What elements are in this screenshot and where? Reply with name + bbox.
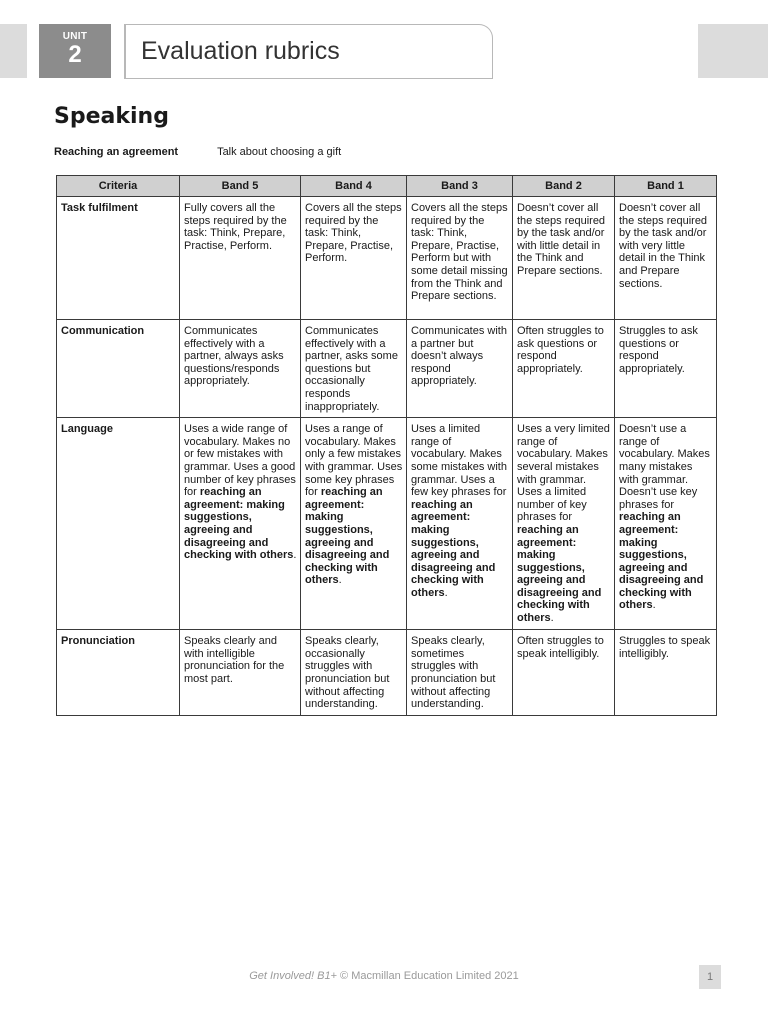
cell-text: Speaks clearly, sometimes struggles with pronunciation but without affecting understanding. (411, 635, 496, 711)
header-band-1: Band 1 (615, 176, 717, 197)
band-cell (180, 630, 301, 716)
cell-text: . (652, 599, 656, 612)
page-title: Evaluation rubrics (141, 37, 340, 65)
cell-text: Struggles to ask questions or respond appropriately. (619, 325, 698, 375)
cell-text: Doesn’t cover all the steps required by the task and/or with little detail in the Think and Prepare sections. (517, 202, 606, 277)
footer-book-title: Get Involved! B1+ (249, 970, 337, 982)
criteria-cell: Language (57, 418, 180, 630)
cell-text-bold: reaching an agreement: making suggestions, agreeing and disagreeing and checking with others (517, 523, 602, 625)
band-cell (180, 197, 301, 320)
header-band-3: Band 3 (407, 176, 513, 197)
band-cell (615, 320, 717, 418)
cell-text: . (338, 574, 342, 587)
band-cell (513, 320, 615, 418)
band-cell (615, 197, 717, 320)
task-row (54, 146, 341, 158)
band-cell (407, 197, 513, 320)
cell-text: Uses a limited range of vocabulary. Makes some mistakes with grammar. Uses a few key phrases for (411, 423, 507, 499)
band-cell (513, 418, 615, 630)
cell-text: Struggles to speak intelligibly. (619, 635, 711, 660)
table-row (57, 320, 717, 418)
section-title: Speaking (54, 104, 169, 129)
cell-text: Doesn’t cover all the steps required by the task and/or with very little detail in the Think and Prepare sections. (619, 202, 708, 290)
footer-copyright: © Macmillan Education Limited 2021 (336, 970, 519, 982)
cell-text: . (444, 586, 448, 599)
cell-text: Uses a very limited range of vocabulary. Makes several mistakes with grammar. Uses a limited number of key phrases for (517, 423, 610, 524)
header-criteria: Criteria (57, 176, 180, 197)
band-cell (513, 197, 615, 320)
criteria-cell: Pronunciation (57, 630, 180, 716)
cell-text: Fully covers all the steps required by the task: Think, Prepare, Practise, Perform. (184, 202, 287, 252)
band-cell (301, 630, 407, 716)
band-cell (407, 320, 513, 418)
task-value: Talk about choosing a gift (217, 146, 342, 158)
unit-number: 2 (68, 41, 82, 68)
rubric-table (56, 175, 717, 716)
cell-text: Covers all the steps required by the task: Think, Prepare, Practise, Perform but with some detail missing from the Think and Prepare sections. (411, 202, 508, 303)
cell-text: Communicates with a partner but doesn’t always respond appropriately. (411, 325, 507, 388)
band-cell (180, 320, 301, 418)
cell-text-bold: reaching an agreement: making suggestions, agreeing and disagreeing and checking with others (411, 498, 496, 599)
header-band-4: Band 4 (301, 176, 407, 197)
unit-label: UNIT (62, 31, 88, 42)
cell-text: Often struggles to ask questions or respond appropriately. (517, 325, 604, 375)
band-cell (407, 418, 513, 630)
page-edge-tab-left (0, 24, 27, 78)
band-cell (301, 418, 407, 630)
task-label: Reaching an agreement (54, 146, 179, 158)
table-row (57, 630, 717, 716)
criteria-cell: Communication (57, 320, 180, 418)
cell-text: Often struggles to speak intelligibly. (517, 635, 604, 660)
band-cell (407, 630, 513, 716)
cell-text-bold: reaching an agreement: making suggestions, agreeing and disagreeing and checking with others (305, 486, 390, 587)
band-cell (301, 197, 407, 320)
page-number: 1 (699, 965, 721, 989)
criteria-cell: Task fulfilment (57, 197, 180, 320)
table-row (57, 418, 717, 630)
band-cell (513, 630, 615, 716)
footer (0, 970, 768, 982)
table-body (57, 197, 717, 716)
unit-badge (39, 24, 111, 78)
cell-text-bold: reaching an agreement: making suggestions, agreeing and disagreeing and checking with others (184, 486, 294, 562)
header-band-5: Band 5 (180, 176, 301, 197)
cell-text: Communicates effectively with a partner, asks some questions but occasionally responds inappropriately. (305, 325, 398, 413)
cell-text-bold: reaching an agreement: making suggestions, agreeing and disagreeing and checking with others (619, 511, 704, 612)
band-cell (615, 630, 717, 716)
cell-text: Speaks clearly, occasionally struggles with pronunciation but without affecting understanding. (305, 635, 390, 711)
cell-text: Speaks clearly and with intelligible pronunciation for the most part. (184, 635, 285, 685)
page-edge-tab-right (698, 24, 768, 78)
cell-text: . (293, 549, 297, 562)
cell-text: Uses a range of vocabulary. Makes only a few mistakes with grammar. Uses some key phrases for (305, 423, 403, 499)
cell-text: Doesn’t use a range of vocabulary. Makes many mistakes with grammar. Doesn’t use key phrases for (619, 423, 710, 511)
band-cell (301, 320, 407, 418)
page-title-box (124, 24, 493, 79)
cell-text: Communicates effectively with a partner, always asks questions/responds appropriately. (184, 325, 284, 388)
band-cell (615, 418, 717, 630)
cell-text: . (550, 612, 554, 625)
table-header-row (57, 176, 717, 197)
header-band-2: Band 2 (513, 176, 615, 197)
band-cell (180, 418, 301, 630)
cell-text: Covers all the steps required by the task: Think, Prepare, Practise, Perform. (305, 202, 402, 265)
table-row (57, 197, 717, 320)
cell-text: Uses a wide range of vocabulary. Makes no or few mistakes with grammar. Uses a good number of key phrases for (184, 423, 296, 499)
